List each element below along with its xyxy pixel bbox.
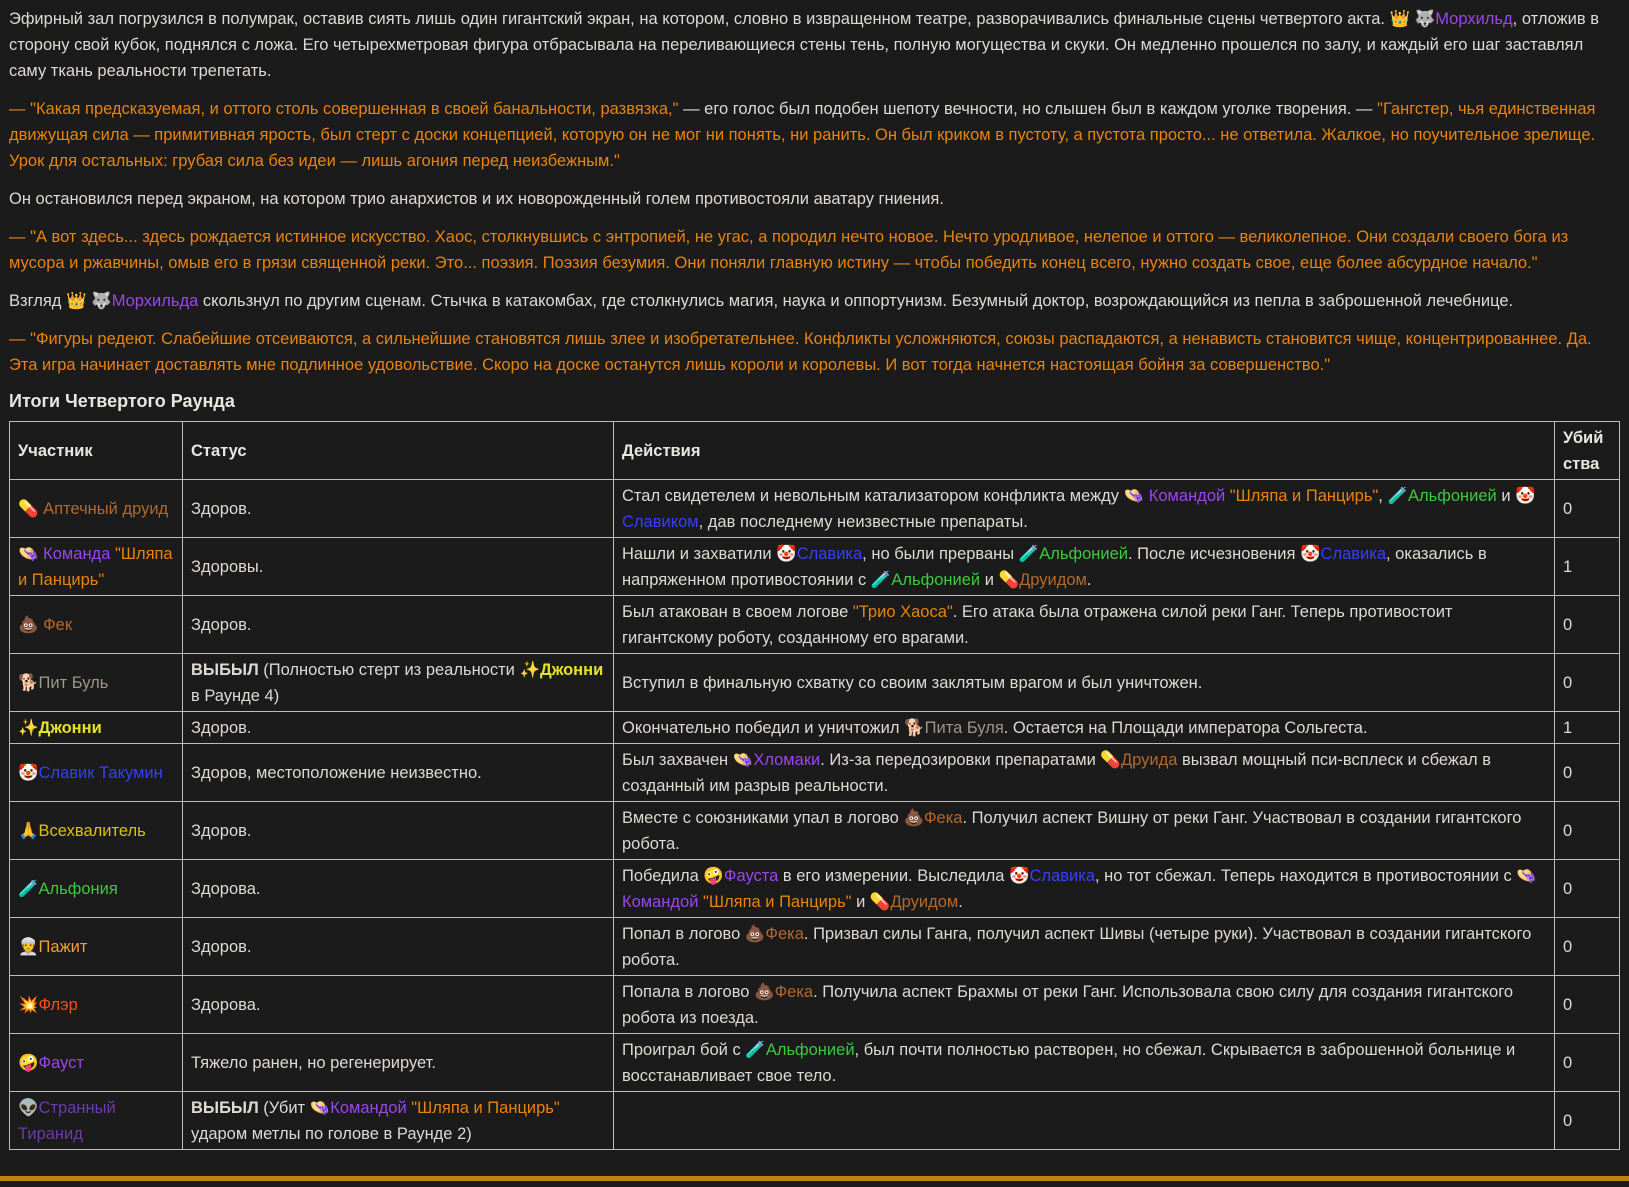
table-row	[10, 538, 1620, 596]
narrative-paragraph	[9, 186, 1620, 212]
kills-cell: 0	[1555, 596, 1620, 654]
participant-cell	[10, 596, 183, 654]
text-segment: , оказались в напряженном противостоянии с	[622, 545, 1487, 589]
pill-icon: 💊	[1100, 751, 1121, 769]
participant-cell	[10, 918, 183, 976]
text-segment: Команда	[43, 545, 111, 563]
text-segment: . Получил аспект Вишну от реки Ганг. Участвовал в создании гигантского робота.	[622, 809, 1522, 853]
text-segment: Попал в логово	[622, 925, 745, 943]
status-cell	[183, 1092, 614, 1150]
table-row	[10, 802, 1620, 860]
test-tube-icon: 🧪	[1018, 545, 1040, 563]
sparkles-icon: ✨	[519, 661, 541, 679]
text-segment: Альфония	[38, 880, 118, 898]
table-row	[10, 596, 1620, 654]
text-segment: "Трио Хаоса"	[852, 603, 953, 621]
text-segment: Попала в логово	[622, 983, 755, 1001]
table-row	[10, 480, 1620, 538]
table-row	[10, 654, 1620, 712]
kills-cell: 0	[1555, 744, 1620, 802]
text-segment: . Получила аспект Брахмы от реки Ганг. Использовала свою силу для создания гигантского робота из поезда.	[622, 983, 1514, 1027]
text-segment: "Шляпа и Панцирь"	[406, 1099, 560, 1117]
actions-cell	[614, 712, 1555, 744]
text-segment: Нашли и захватили	[622, 545, 777, 563]
text-segment: Славика	[1029, 867, 1096, 885]
kills-cell: 0	[1555, 802, 1620, 860]
text-segment: Славиком	[622, 513, 699, 531]
results-table	[9, 421, 1620, 1150]
status-cell	[183, 802, 614, 860]
dog-icon: 🐕	[18, 674, 39, 692]
text-segment: в Раунде 4)	[191, 687, 280, 705]
clown-face-icon: 🤡	[18, 764, 39, 782]
text-segment: Здоров.	[191, 938, 252, 956]
collision-icon: 💥	[18, 996, 39, 1014]
text-segment: (Убит	[258, 1099, 310, 1117]
text-segment: Тяжело ранен, но регенерирует.	[191, 1054, 436, 1072]
text-segment: и	[1496, 487, 1516, 505]
text-segment: — его голос был подобен шепоту вечности, но слышен был в каждом уголке творения. —	[678, 100, 1378, 118]
status-cell	[183, 596, 614, 654]
participant-cell	[10, 976, 183, 1034]
actions-cell	[614, 1034, 1555, 1092]
results-table-head	[10, 422, 1620, 480]
actions-cell	[614, 744, 1555, 802]
text-segment: Пита Буля	[924, 719, 1004, 737]
actions-cell	[614, 538, 1555, 596]
text-segment: Вступил в финальную схватку со своим заклятым врагом и был уничтожен.	[622, 674, 1203, 692]
actions-cell	[614, 654, 1555, 712]
text-segment: Морхильд	[1435, 10, 1513, 28]
table-row	[10, 744, 1620, 802]
status-cell	[183, 918, 614, 976]
text-segment: Аптечный друид	[43, 500, 169, 518]
zany-face-icon: 🤪	[703, 867, 724, 885]
text-segment: Альфонией	[891, 571, 981, 589]
wolf-icon: 🐺	[91, 292, 112, 310]
kills-cell: 0	[1555, 480, 1620, 538]
narrative-paragraph	[9, 224, 1620, 276]
status-cell	[183, 1034, 614, 1092]
narrative-paragraph	[9, 96, 1620, 174]
text-segment: ,	[1378, 487, 1388, 505]
text-segment: Альфонией	[1039, 545, 1128, 563]
text-segment: "Шляпа и Панцирь"	[1225, 487, 1379, 505]
participant-cell	[10, 712, 183, 744]
participant-cell	[10, 1092, 183, 1150]
status-cell	[183, 480, 614, 538]
text-segment: Здоров, местоположение неизвестно.	[191, 764, 482, 782]
text-segment: Друидом	[1019, 571, 1087, 589]
text-segment: Альфонией	[765, 1041, 855, 1059]
participant-cell	[10, 1034, 183, 1092]
text-segment: Командой	[622, 893, 699, 911]
hat-icon: 👒	[309, 1099, 331, 1117]
status-cell	[183, 538, 614, 596]
text-segment: . Остается на Площади императора Сольгеста.	[1003, 719, 1368, 737]
table-row	[10, 712, 1620, 744]
text-segment: . Из-за передозировки препаратами	[820, 751, 1101, 769]
zany-face-icon: 🤪	[18, 1054, 39, 1072]
status-cell	[183, 860, 614, 918]
text-segment: в его измерении. Выследила	[778, 867, 1009, 885]
round-results-heading: Итоги Четвертого Раунда	[9, 391, 235, 411]
text-segment: , но тот сбежал. Теперь находится в противостоянии с	[1095, 867, 1517, 885]
text-segment: Джонни	[540, 661, 604, 679]
text-segment: и	[851, 893, 870, 911]
table-row	[10, 1092, 1620, 1150]
text-segment: Флэр	[38, 996, 78, 1014]
text-segment: ударом метлы по голове в Раунде 2)	[191, 1125, 472, 1143]
kills-cell: 0	[1555, 1092, 1620, 1150]
text-segment: Здоров.	[191, 719, 252, 737]
text-segment: Пит Буль	[38, 674, 109, 692]
text-segment: Здоров.	[191, 822, 252, 840]
text-segment: Фека	[774, 983, 814, 1001]
text-segment: Фека	[765, 925, 804, 943]
text-segment: Командой	[1148, 487, 1226, 505]
narrative-paragraph	[9, 6, 1620, 84]
text-segment: и	[980, 571, 999, 589]
status-cell	[183, 712, 614, 744]
text-segment: Был атакован в своем логове	[622, 603, 853, 621]
text-segment: "Шляпа и Панцирь"	[18, 545, 173, 589]
status-cell	[183, 976, 614, 1034]
sparkles-icon: ✨	[18, 719, 39, 737]
status-cell	[183, 654, 614, 712]
kills-cell: 0	[1555, 1034, 1620, 1092]
kills-cell: 1	[1555, 712, 1620, 744]
text-segment: Командой	[330, 1099, 407, 1117]
text-segment: Победила	[622, 867, 704, 885]
text-segment: Стал свидетелем и невольным катализатором конфликта между	[622, 487, 1124, 505]
actions-cell	[614, 596, 1555, 654]
bottom-divider	[0, 1176, 1629, 1181]
clown-face-icon: 🤡	[1515, 487, 1536, 505]
text-segment: Фауст	[38, 1054, 84, 1072]
table-row	[10, 976, 1620, 1034]
text-segment: , но были прерваны	[862, 545, 1019, 563]
text-segment: , отложив в сторону свой кубок, поднялся с ложа. Его четырехметровая фигура отбрасывала на переливающиеся стены тень, полную могущества и скуки. Он медленно прошелся по залу, и каждый его шаг заставлял саму ткань реальности трепетать.	[9, 10, 1600, 80]
table-row	[10, 918, 1620, 976]
crown-icon: 👑	[66, 292, 92, 310]
text-segment: Здоров.	[191, 500, 252, 518]
narrative-paragraph	[9, 326, 1620, 378]
text-segment: Джонни	[38, 719, 102, 737]
col-header-participant: Участник	[10, 422, 183, 480]
pill-icon: 💊	[998, 571, 1020, 589]
table-row	[10, 1034, 1620, 1092]
test-tube-icon: 🧪	[745, 1041, 766, 1059]
clown-face-icon: 🤡	[776, 545, 797, 563]
hat-icon: 👒	[1123, 487, 1149, 505]
text-segment: Здоровы.	[191, 558, 264, 576]
text-segment: "Гангстер, чья единственная движущая сила — примитивная ярость, был стерт с доски концепцией, которую он не мог ни понять, ни ранить. Он был криком в пустоту, а пустота просто... не ответила. Жалкое, но поучительное зрелище. Урок для остальных: грубая сила без идеи — лишь агония перед неизбежным."	[9, 100, 1596, 170]
kills-cell: 0	[1555, 860, 1620, 918]
turban-icon: 👳	[18, 938, 39, 956]
dog-icon: 🐕	[904, 719, 925, 737]
text-segment: — "Какая предсказуемая, и оттого столь совершенная в своей банальности, развязка,"	[9, 100, 679, 118]
hat-icon: 👒	[18, 545, 44, 563]
clown-face-icon: 🤡	[1300, 545, 1321, 563]
text-segment: Проиграл бой с	[622, 1041, 746, 1059]
poop-icon: 💩	[754, 983, 775, 1001]
kills-cell: 0	[1555, 976, 1620, 1034]
text-segment: Славика	[796, 545, 863, 563]
text-segment: "Шляпа и Панцирь"	[698, 893, 852, 911]
actions-cell	[614, 1092, 1555, 1150]
text-segment: Взгляд	[9, 292, 67, 310]
text-segment: Друида	[1120, 751, 1178, 769]
test-tube-icon: 🧪	[18, 880, 39, 898]
text-segment: вызвал мощный пси-всплеск и сбежал в созданный им разрыв реальности.	[622, 751, 1492, 795]
clown-face-icon: 🤡	[1009, 867, 1030, 885]
participant-cell	[10, 802, 183, 860]
text-segment: Странный Тиранид	[18, 1099, 116, 1143]
text-segment: Морхильда	[111, 292, 199, 310]
text-segment: Он остановился перед экраном, на котором трио анархистов и их новорожденный голем противостояли аватару гниения.	[9, 190, 944, 208]
text-segment: , был почти полностью растворен, но сбежал. Скрывается в заброшенной больнице и восстанавливает свое тело.	[622, 1041, 1516, 1085]
poop-icon: 💩	[903, 809, 924, 827]
text-segment: Здорова.	[191, 996, 261, 1014]
text-segment: — "Фигуры редеют. Слабейшие отсеиваются, а сильнейшие становятся лишь злее и изобретательнее. Конфликты усложняются, союзы распадаются, а ненависть становится чище, концентрированнее. Да. Эта игра начинает доставлять мне подлинное удовольствие. Скоро на доске останутся лишь короли и королевы. И вот тогда начнется настоящая бойня за совершенство."	[9, 330, 1592, 374]
status-cell	[183, 744, 614, 802]
text-segment: Всехвалитель	[38, 822, 146, 840]
narrative-paragraph	[9, 288, 1620, 314]
table-row	[10, 860, 1620, 918]
header-row	[10, 422, 1620, 480]
text-segment: Пажит	[38, 938, 88, 956]
text-segment: Вместе с союзниками упал в логово	[622, 809, 904, 827]
text-segment: .	[958, 893, 963, 911]
kills-cell: 0	[1555, 918, 1620, 976]
text-segment: .	[1086, 571, 1092, 589]
text-segment: Хломаки	[753, 751, 821, 769]
narrative	[9, 6, 1620, 378]
col-header-kills: Убийства	[1555, 422, 1620, 480]
results-table-body	[10, 480, 1620, 1150]
text-segment: скользнул по другим сценам. Стычка в катакомбах, где столкнулись магия, наука и оппортунизм. Безумный доктор, возрождающийся из пепла в заброшенной лечебнице.	[198, 292, 1514, 310]
participant-cell	[10, 860, 183, 918]
text-segment: . После исчезновения	[1128, 545, 1300, 563]
hat-icon: 👒	[732, 751, 754, 769]
kills-cell: 1	[1555, 538, 1620, 596]
actions-cell	[614, 976, 1555, 1034]
hat-icon: 👒	[1516, 867, 1537, 885]
col-header-status: Статус	[183, 422, 614, 480]
text-segment: Фека	[923, 809, 963, 827]
text-segment: Был захвачен	[622, 751, 733, 769]
text-segment: Альфонией	[1408, 487, 1497, 505]
poop-icon: 💩	[744, 925, 766, 943]
participant-cell	[10, 538, 183, 596]
text-segment: . Призвал силы Ганга, получил аспект Шивы (четыре руки). Участвовал в создании гигантского робота.	[622, 925, 1532, 969]
pill-icon: 💊	[869, 893, 891, 911]
actions-cell	[614, 860, 1555, 918]
actions-cell	[614, 918, 1555, 976]
participant-cell	[10, 744, 183, 802]
test-tube-icon: 🧪	[1387, 487, 1409, 505]
col-header-actions: Действия	[614, 422, 1555, 480]
text-segment: ВЫБЫЛ	[191, 661, 259, 679]
test-tube-icon: 🧪	[870, 571, 892, 589]
text-segment: , дав последнему неизвестные препараты.	[698, 513, 1028, 531]
kills-cell: 0	[1555, 654, 1620, 712]
alien-icon: 👽	[18, 1099, 39, 1117]
text-segment: Фек	[43, 616, 73, 634]
text-segment: Славика	[1320, 545, 1387, 563]
text-segment: . Его атака была отражена силой реки Ганг. Теперь противостоит гигантскому роботу, созданному его врагами.	[622, 603, 1453, 647]
page	[9, 6, 1620, 1181]
text-segment: Славик Такумин	[38, 764, 163, 782]
actions-cell	[614, 480, 1555, 538]
text-segment: — "А вот здесь... здесь рождается истинное искусство. Хаос, столкнувшись с энтропией, не угас, а породил нечто новое. Нечто уродливое, нелепое и оттого — великолепное. Они создали своего бога из мусора и ржавчины, омыв его в грязи священной реки. Это... поэзия. Поэзия безумия. Они поняли главную истину — чтобы победить конец всего, нужно создать свое, еще более абсурдное начало."	[9, 228, 1569, 272]
text-segment: Окончательно победил и уничтожил	[622, 719, 905, 737]
text-segment: (Полностью стерт из реальности	[258, 661, 520, 679]
participant-cell	[10, 654, 183, 712]
crown-icon: 👑	[1389, 10, 1415, 28]
praying-hands-icon: 🙏	[18, 822, 39, 840]
actions-cell	[614, 802, 1555, 860]
wolf-icon: 🐺	[1414, 10, 1436, 28]
participant-cell	[10, 480, 183, 538]
text-segment: Друидом	[890, 893, 959, 911]
text-segment: Здоров.	[191, 616, 252, 634]
poop-icon: 💩	[18, 616, 44, 634]
text-segment: Здорова.	[191, 880, 261, 898]
text-segment: Эфирный зал погрузился в полумрак, оставив сиять лишь один гигантский экран, на котором, словно в извращенном театре, разворачивались финальные сцены четвертого акта.	[9, 10, 1390, 28]
pill-icon: 💊	[18, 500, 44, 518]
text-segment: ВЫБЫЛ	[191, 1099, 259, 1117]
text-segment: Фауста	[723, 867, 779, 885]
